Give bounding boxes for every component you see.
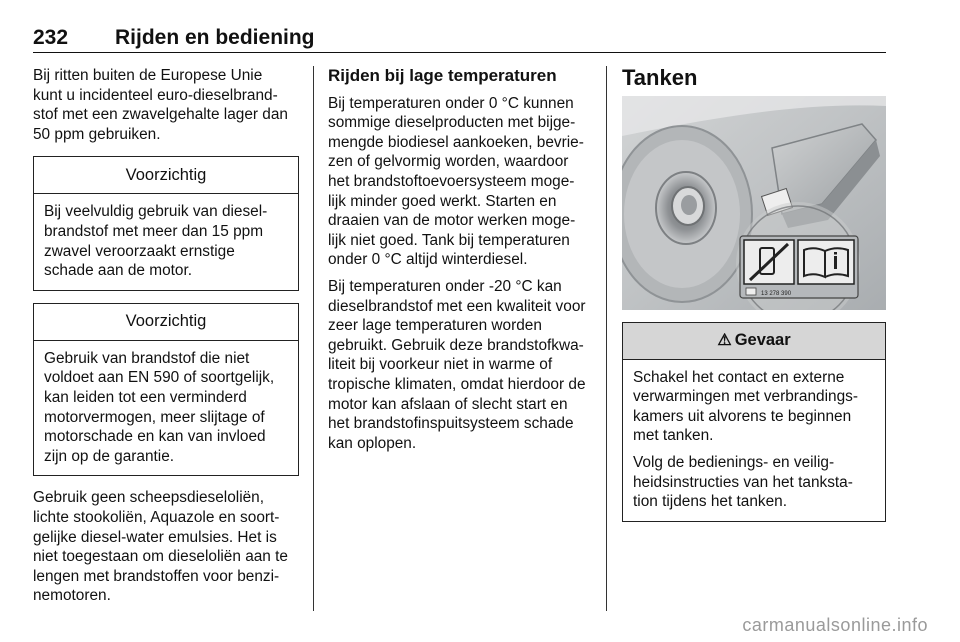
fuel-filler-figure: [622, 96, 886, 310]
watermark: carmanualsonline.info: [742, 615, 928, 635]
column-right: [622, 66, 886, 522]
column-divider: [313, 66, 314, 611]
column-middle: [328, 66, 594, 453]
caution-box: [33, 303, 299, 477]
warning-triangle-icon: ⚠: [717, 331, 732, 349]
paragraph: Bij temperaturen onder 0 °C kunnen sommige dieselproducten met bijge- mengde biodiesel aankoeken, bevrie- zen of gelvormig worden, waardoor het brandstoftoevoersysteem moge- lijk minder goed werkt. Starten en draaien van de motor werken moge- lijk niet goed. Tank bij temperaturen onder 0 °C altijd winterdiesel.: [328, 94, 584, 269]
caution-title: Voorzichtig: [34, 157, 298, 194]
danger-text: Volg de bedienings- en veilig- heidsinstructies van het tanksta- tion tijdens het tanken.: [633, 453, 853, 511]
page-number: 232: [33, 26, 69, 49]
column-divider: [606, 66, 607, 611]
caution-text: Gebruik van brandstof die niet voldoet aan EN 590 of soortgelijk, kan leiden tot een verminderd motorvermogen, meer slijtage of motorschade en kan van invloed zijn op de garantie.: [44, 349, 275, 465]
caution-title: Voorzichtig: [34, 304, 298, 341]
column-left: [33, 66, 299, 606]
paragraph: Bij temperaturen onder -20 °C kan dieselbrandstof met een kwaliteit voor zeer lage temperaturen worden gebruikt. Gebruik deze brandstofkwa- liteit bij voorkeur niet in warme of tropische klimaten, omdat hierdoor de motor kan afslaan of slecht start en het brandstofinspuitsysteem schade kan oplopen.: [328, 277, 586, 452]
caution-text: Bij veelvuldig gebruik van diesel- brandstof met meer dan 15 ppm zwavel veroorzaakt ernstige schade aan de motor.: [44, 203, 268, 280]
caution-box: [33, 156, 299, 290]
danger-text: Schakel het contact en externe verwarmingen met verbrandings- kamers uit alvorens te beginnen met tanken.: [633, 368, 858, 445]
danger-box: [622, 322, 886, 522]
danger-title: ⚠ Gevaar: [623, 323, 885, 360]
outro-paragraph: Gebruik geen scheepsdieseloliën, lichte stookoliën, Aquazole en soort- gelijke diesel-water emulsies. Het is niet toegestaan om dieseloliën aan te lengen met brandstoffen voor benzi- nemotoren.: [33, 489, 288, 605]
figure-code: 13 278 390: [761, 290, 792, 297]
intro-paragraph: Bij ritten buiten de Europese Unie kunt u incidenteel euro-dieselbrand- stof met een zwavelgehalte lager dan 50 ppm gebruiken.: [33, 67, 288, 143]
page-header: [33, 22, 886, 53]
section-heading: Tanken: [622, 65, 698, 90]
subsection-heading: Rijden bij lage temperaturen: [328, 66, 557, 85]
section-title: Rijden en bediening: [115, 26, 315, 49]
